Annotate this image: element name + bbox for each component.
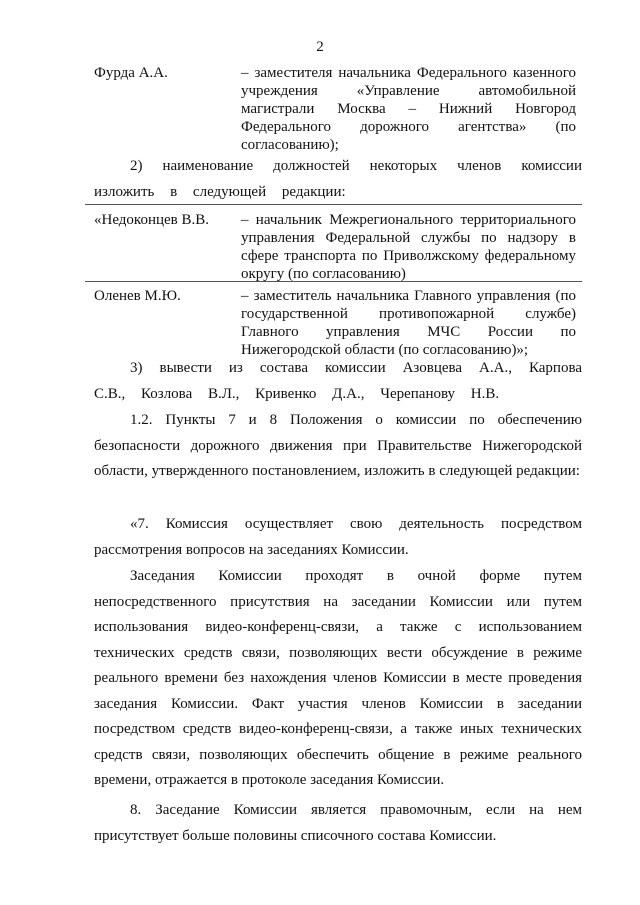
paragraph-sessions: Заседания Комиссии проходят в очной форме путем непосредственного присутствия на заседании Комиссии или путем использования видео-конференц-связи, а также с использованием технических средств связи, позволяющих вести обсуждение в режиме реального времени без нахождения членов Комиссии в месте проведения заседания Комиссии. Факт участия членов Комиссии в заседании посредством средств видео-конференц-связи, а также иных технических средств связи, позволяющих обеспечить общение в режиме реального времени, отражается в протоколе заседания Комиссии. bbox=[94, 568, 582, 788]
paragraph-point-7: «7. Комиссия осуществляет свою деятельность посредством рассмотрения вопросов на заседаниях Комиссии. bbox=[94, 516, 582, 558]
paragraph-item-2: 2) наименование должностей некоторых членов комиссии изложить в следующей редакции: bbox=[94, 158, 582, 200]
member-position: – заместителя начальника Федерального казенного учреждения «Управление автомобильной магистрали Москва – Нижний Новгород Федерального дорожного агентства» (по согласованию); bbox=[241, 65, 576, 153]
member-name: Фурда А.А. bbox=[94, 65, 168, 81]
paragraph-point-8: 8. Заседание Комиссии является правомочным, если на нем присутствует больше половины списочного состава Комиссии. bbox=[94, 802, 582, 844]
member-position: – начальник Межрегионального территориального управления Федеральной службы по надзору в сфере транспорта по Приволжскому федеральному округу (по согласованию) bbox=[241, 212, 576, 282]
page-number: 2 bbox=[316, 39, 324, 55]
member-name: «Недоконцев В.В. bbox=[94, 212, 210, 228]
table-divider bbox=[85, 204, 582, 205]
paragraph-item-3: 3) вывести из состава комиссии Азовцева А.А., Карпова С.В., Козлова В.Л., Кривенко Д.А., Черепанову Н.В. bbox=[94, 360, 582, 402]
paragraph-1-2: 1.2. Пункты 7 и 8 Положения о комиссии по обеспечению безопасности дорожного движения при Правительстве Нижегородской области, утвержденного постановлением, изложить в следующей редакции: bbox=[94, 412, 582, 479]
table-divider bbox=[85, 281, 582, 282]
member-position: – заместитель начальника Главного управления (по государственной противопожарной службе) Главного управления МЧС России по Нижегородской области (по согласованию)»; bbox=[241, 288, 576, 358]
member-name: Оленев М.Ю. bbox=[94, 288, 181, 304]
